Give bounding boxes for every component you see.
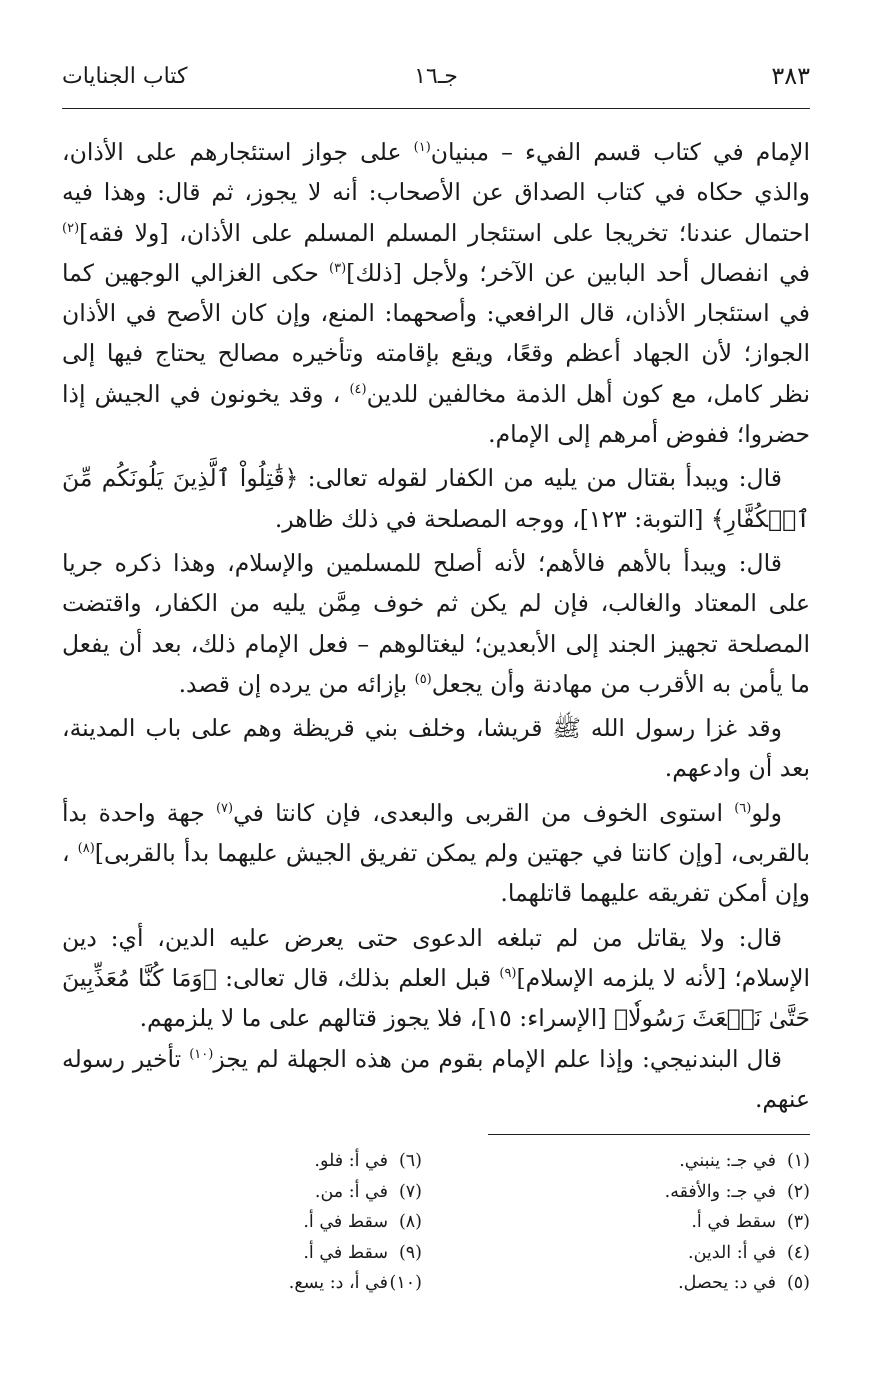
page-number: ٣٨٣ bbox=[771, 62, 810, 90]
footnote-ref-8: (٨) bbox=[77, 841, 95, 857]
running-header bbox=[62, 62, 810, 98]
paragraph-7: قال البندنيجي: وإذا علم الإمام بقوم من هذه الجهلة لم يجز$^{(١٠)}$ تأخير رسوله عنهم. bbox=[62, 1044, 810, 1113]
footnote-ref-5: (٥) bbox=[414, 672, 432, 688]
footnote-divider bbox=[488, 1134, 810, 1135]
paragraph-1: الإمام في كتاب قسم الفيء – مبنيان$^{(١)}$ على جواز استئجارهم على الأذان، والذي حكاه في كتاب الصداق عن الأصحاب: أنه لا يجوز، ثم قال: وهذا فيه احتمال عندنا؛ تخريجا على استئجار المسلم المسلم على الأذان، [ولا فقه]$^{(٢)}$ في انفصال أحد البابين عن الآخر؛ ولأجل [ذلك]$^{(٣)}$ حكى الغزالي الوجهين كما في استئجار الأذان، قال الرافعي: وأصحهما: المنع، وإن كان الأصح في الأذان الجواز؛ لأن الجهاد أعظم وقعًا، ويقع بإقامته وتأخيره مصالح يحتاج فيها إلى نظر كامل، مع كون أهل الذمة مخالفين للدين$^{(٤)}$ ، وقد يخونون في الجيش إذا حضروا؛ ففوض أمرهم إلى الإمام. bbox=[62, 138, 810, 449]
footnote-ref-7: (٧) bbox=[215, 800, 234, 816]
footnote-item: (٨)سقط في أ. bbox=[303, 1212, 422, 1232]
footnote-ref-2: (٢) bbox=[62, 220, 80, 236]
footnote-item: (١٠)في أ، د: يسع. bbox=[288, 1273, 422, 1293]
book-title: كتاب الجنايات bbox=[62, 64, 188, 89]
footnotes-right-column bbox=[450, 1146, 810, 1299]
footnote-item: (٢)في جـ: والأفقه. bbox=[664, 1181, 810, 1202]
footnote-item: (٦)في أ: فلو. bbox=[314, 1151, 422, 1171]
footnote-ref-3: (٣) bbox=[329, 261, 347, 277]
header-divider bbox=[62, 108, 810, 109]
footnote-ref-1: (١) bbox=[413, 140, 431, 156]
paragraph-4: وقد غزا رسول الله ﷺ قريشا، وخلف بني قريظة وهم على باب المدينة، بعد أن وادعهم. bbox=[62, 714, 810, 783]
paragraph-5: ولو$^{(٦)}$ استوى الخوف من القربى والبعدى، فإن كانتا في$^{(٧)}$ جهة واحدة بدأ بالقربى، [وإن كانتا في جهتين ولم يمكن تفريق الجيش عليهما بدأ بالقربى]$^{(٨)}$ ، وإن أمكن تفريقه عليهما قاتلهما. bbox=[62, 798, 810, 908]
footnote-item: (٧)في أ: من. bbox=[314, 1181, 422, 1202]
paragraph-2: قال: ويبدأ بقتال من يليه من الكفار لقوله تعالى: ﴿قَٰتِلُواْ ٱلَّذِينَ يَلُونَكُم مِّنَ ٱلۡكُفَّارِ﴾ [التوبة: ١٢٣]، ووجه المصلحة في ذلك ظاهر. bbox=[62, 464, 810, 533]
volume-label: جـ١٦ bbox=[414, 64, 458, 89]
paragraph-6: قال: ولا يقاتل من لم تبلغه الدعوى حتى يعرض عليه الدين، أي: دين الإسلام؛ [لأنه لا يلزمه الإسلام]$^{(٩)}$ قبل العلم بذلك، قال تعالى: ﴿وَمَا كُنَّا مُعَذِّبِينَ حَتَّىٰ نَبۡعَثَ رَسُولٗا﴾ [الإسراء: ١٥]، فلا يجوز قتالهم على ما لا يلزمهم. bbox=[62, 923, 810, 1033]
footnote-item: (٥)في د: يحصل. bbox=[678, 1273, 810, 1293]
footnote-ref-10: (١٠) bbox=[189, 1046, 214, 1062]
footnote-item: (٤)في أ: الدين. bbox=[688, 1242, 810, 1263]
footnotes-left-column bbox=[62, 1146, 422, 1299]
footnote-item: (١)في جـ: ينبني. bbox=[679, 1151, 810, 1171]
footnote-item: (٩)سقط في أ. bbox=[303, 1242, 422, 1263]
footnote-ref-6: (٦) bbox=[734, 800, 752, 816]
footnote-item: (٣)سقط في أ. bbox=[691, 1212, 810, 1232]
footnote-ref-9: (٩) bbox=[499, 966, 517, 982]
main-text bbox=[62, 132, 810, 1119]
paragraph-3: قال: ويبدأ بالأهم فالأهم؛ لأنه أصلح للمسلمين والإسلام، وهذا ذكره جريا على المعتاد والغالب، فإن لم يكن ثم خوف مِمَّن يليه من الكفار، واقتضت المصلحة تجهيز الجند إلى الأبعدين؛ ليغتالوهم – فعل الإمام ذلك، بعد أن يفعل ما يأمن به الأقرب من مهادنة وأن يجعل$^{(٥)}$ بإزائه من يرده إن قصد. bbox=[62, 548, 810, 698]
footnote-ref-4: (٤) bbox=[349, 381, 367, 397]
